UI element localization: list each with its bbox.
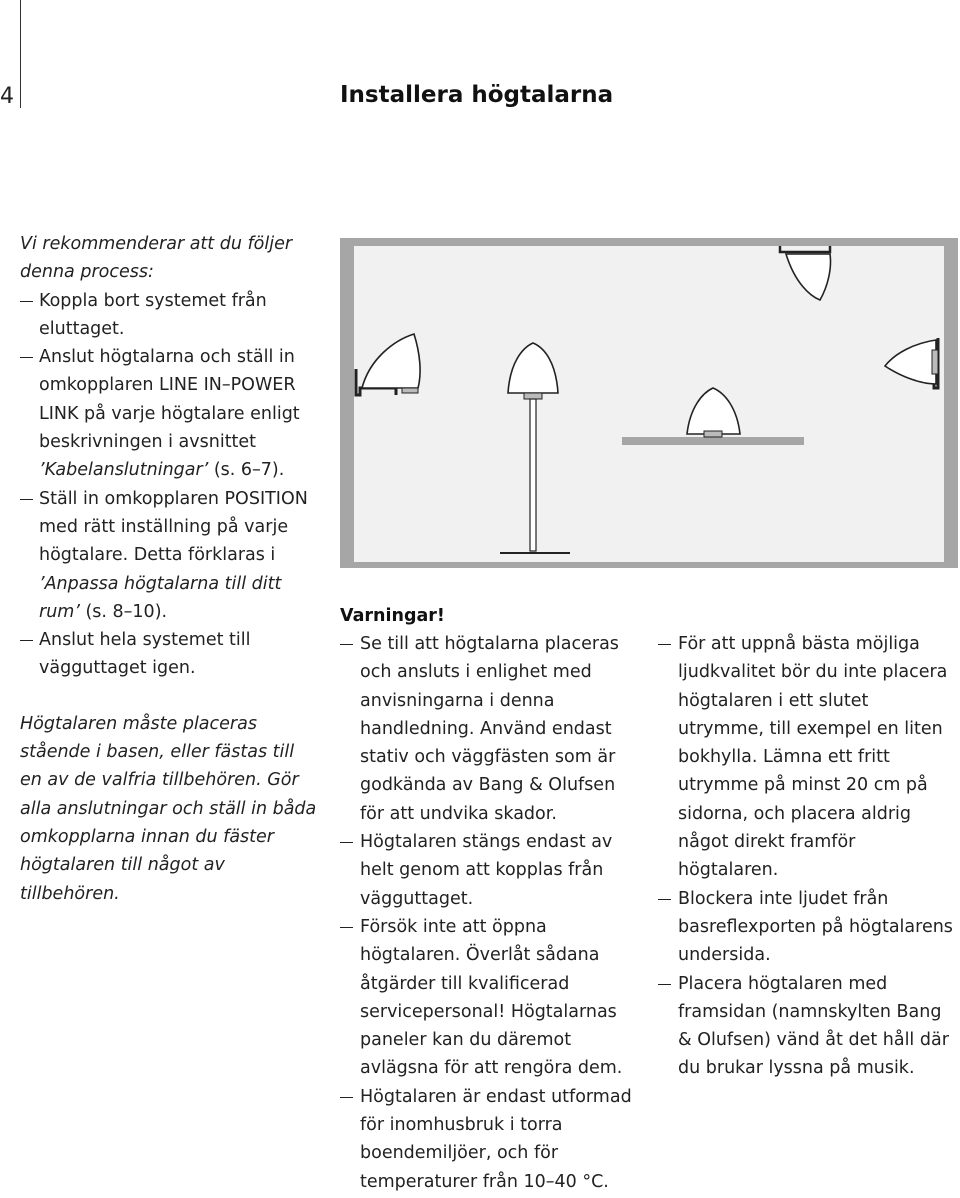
tips-column — [658, 630, 958, 1083]
shelf — [622, 437, 804, 445]
room-interior — [354, 246, 944, 562]
warnings-list — [340, 630, 640, 1196]
section-reference: ’Anpassa högtalarna till ditt rum’ — [39, 573, 282, 622]
step-item: Anslut högtalarna och ställ in omkopplaren LINE IN–POWER LINK på varje högtalare enligt beskrivningen i avsnittet ’Kabelanslutningar’ (s. 6–7). — [20, 343, 320, 484]
step-item: Ställ in omkopplaren POSITION med rätt inställning på varje högtalare. Detta förklaras i ’Anpassa högtalarna till ditt rum’ (s. 8–10). — [20, 485, 320, 626]
warnings-heading: Varningar! — [340, 606, 445, 626]
page-number: 4 — [0, 84, 14, 109]
margin-rule — [20, 0, 21, 108]
steps-list — [20, 287, 320, 683]
warning-item: Försök inte att öppna högtalaren. Överlåt sådana åtgärder till kvalificerad servicepersonal! Högtalarnas paneler kan du däremot avlägsna för att rengöra dem. — [340, 913, 640, 1083]
placement-note: Högtalaren måste placeras stående i basen, eller fästas till en av de valfria tillbehören. Gör alla anslutningar och ställ in båda omkopplarna innan du fäster högtalaren till något av tillbehören. — [20, 713, 317, 904]
page-reference: (s. 8–10). — [79, 601, 168, 622]
tip-item: Blockera inte ljudet från basreflexporten på högtalarens undersida. — [658, 885, 958, 970]
left-column — [20, 230, 320, 908]
step-item: Anslut hela systemet till vägguttaget igen. — [20, 626, 320, 683]
warning-item: Se till att högtalarna placeras och ansluts i enlighet med anvisningarna i denna handledning. Använd endast stativ och väggfästen som är godkända av Bang & Olufsen för att undvika skador. — [340, 630, 640, 828]
step-item: Koppla bort systemet från eluttaget. — [20, 287, 320, 344]
speaker-placement-illustration — [340, 238, 958, 568]
warning-item: Högtalaren är endast utformad för inomhusbruk i torra boendemiljöer, och för temperaturer från 10–40 °C. — [340, 1083, 640, 1196]
warnings-column — [340, 602, 640, 1196]
section-reference: ’Kabelanslutningar’ — [39, 460, 209, 481]
intro-text: Vi rekommenderar att du följer denna process: — [20, 234, 293, 283]
page-title: Installera högtalarna — [340, 82, 614, 108]
tip-item: För att uppnå bästa möjliga ljudkvalitet bör du inte placera högtalaren i ett slutet utrymme, till exempel en liten bokhylla. Lämna ett fritt utrymme på minst 20 cm på sidorna, och placera aldrig något direkt framför högtalaren. — [658, 630, 958, 885]
page-reference: (s. 6–7). — [208, 460, 285, 481]
tip-item: Placera högtalaren med framsidan (namnskylten Bang & Olufsen) vänd åt det håll där du brukar lyssna på musik. — [658, 970, 958, 1083]
warning-item: Högtalaren stängs endast av helt genom att kopplas från vägguttaget. — [340, 828, 640, 913]
tips-list — [658, 630, 958, 1083]
